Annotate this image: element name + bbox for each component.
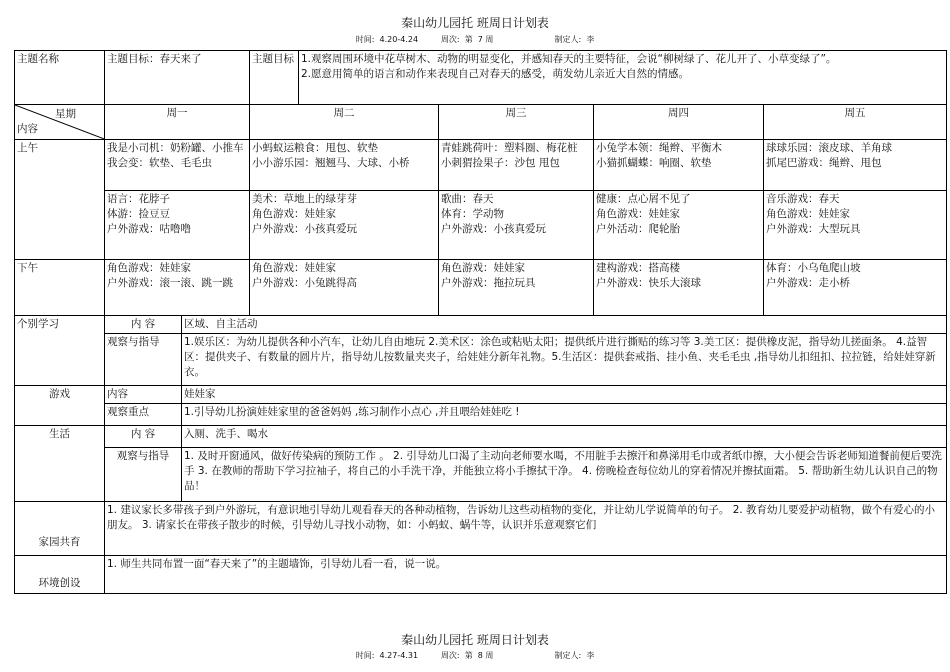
- life-guide: 1. 及时开窗通风，做好传染病的预防工作 。 2. 引导幼儿口渴了主动向老师要水喝，不用脏手去擦汗和鼻涕用毛巾或者纸巾擦，大小便会告诉老师知道餐前便后要洗手 3. 在教师的帮助下学习拉袖子，将自己的小手洗干净，并能独立将小手擦拭干净。 4. 傍晚检查每位幼儿的穿着情况并擦拭面霜。 5. 帮助新生幼儿认识自己的物品！: [182, 448, 947, 502]
- tue-am1: 小蚂蚁运粮食：甩包、软垫 小小游乐园：翘翘马、大球、小桥: [250, 140, 439, 191]
- home-text: 1. 建议家长多带孩子到户外游玩，有意识地引导幼儿观看春天的各种动植物，告诉幼儿这些动植物的变化，并让幼儿学说简单的句子。 2. 教育幼儿要爱护动植物，做个有爱心的小朋友。 3. 请家长在带孩子散步的时候，引导幼儿寻找小动物，如：小蚂蚁、蜗牛等，认识并乐意观察它们: [105, 502, 947, 556]
- life-content-label: 内 容: [105, 426, 182, 448]
- day-tue: 周二: [250, 105, 439, 140]
- theme-goal-2: 2.愿意用简单的语言和动作来表现自己对春天的感受，萌发幼儿亲近大自然的情感。: [301, 68, 690, 80]
- game-focus-label: 观察重点: [105, 404, 182, 426]
- tue-am2: 美术：草地上的绿芽芽 角色游戏：娃娃家 户外游戏：小孩真爱玩: [250, 191, 439, 260]
- individual-content-label: 内 容: [105, 316, 182, 334]
- wed-pm: 角色游戏：娃娃家 户外游戏：拖拉玩具: [439, 260, 594, 316]
- thu-am1: 小兔学本领：绳辫、平衡木 小猫抓蝴蝶：响圈、软垫: [594, 140, 764, 191]
- fri-am2: 音乐游戏：春天 角色游戏：娃娃家 户外游戏：大型玩具: [764, 191, 947, 260]
- individual-guide-label: 观察与指导: [105, 334, 182, 386]
- theme-goals: [299, 51, 947, 105]
- individual-content: 区域、自主活动: [182, 316, 947, 334]
- day-wed: 周三: [439, 105, 594, 140]
- tue-pm: 角色游戏：娃娃家 户外游戏：小兔跳得高: [250, 260, 439, 316]
- next-page-title: 秦山幼儿园托 班周日计划表: [401, 633, 549, 647]
- life-guide-label: 观察与指导: [105, 448, 182, 502]
- game-content-label: 内容: [105, 386, 182, 404]
- mon-am2: 语言：花脖子 体游：捡豆豆 户外游戏：咕噜噜: [105, 191, 250, 260]
- mon-am1: 我是小司机：奶粉罐、小推车 我会变：软垫、毛毛虫: [105, 140, 250, 191]
- thu-am2: 健康：点心屑不见了 角色游戏：娃娃家 户外活动：爬轮胎: [594, 191, 764, 260]
- corner-content: 内容: [17, 123, 38, 135]
- individual-guide: 1.娱乐区：为幼儿提供各种小汽车，让幼儿自由地玩 2.美术区：涂色或粘贴太阳；提供纸片进行撕贴的练习等 3.美工区：提供橡皮泥，指导幼儿搓面条。 4.益智区：提供夹子、有数量的圆片片，指导幼儿按数量夹夹子，给娃娃分新年礼物。5.生活区：提供套戒指、挂小鱼、夹毛毛虫 ,指导幼儿扣纽扣、拉拉链，给娃娃穿新衣。: [182, 334, 947, 386]
- page-title: 秦山幼儿园托 班周日计划表: [401, 16, 549, 30]
- game-label: 游戏: [15, 386, 105, 426]
- life-content: 入厕、洗手、喝水: [182, 426, 947, 448]
- weekly-plan-table: [14, 50, 947, 594]
- plan-meta: 时间: 4.20-4.24 周次: 第 7 周 制定人: 李: [355, 35, 595, 44]
- thu-pm: 建构游戏：搭高楼 户外游戏：快乐大滚球: [594, 260, 764, 316]
- corner-header: [15, 105, 105, 140]
- game-content: 娃娃家: [182, 386, 947, 404]
- theme-name: 主题目标：春天来了: [105, 51, 250, 105]
- mon-pm: 角色游戏：娃娃家 户外游戏：滚一滚、跳一跳: [105, 260, 250, 316]
- home-label: 家园共育: [15, 502, 105, 556]
- afternoon-label: 下午: [15, 260, 105, 316]
- env-label: 环境创设: [15, 556, 105, 594]
- day-thu: 周四: [594, 105, 764, 140]
- day-fri: 周五: [764, 105, 947, 140]
- fri-pm: 体育：小乌龟爬山坡 户外游戏：走小桥: [764, 260, 947, 316]
- next-plan-meta: 时间: 4.27-4.31 周次: 第 8 周 制定人: 李: [355, 651, 595, 660]
- fri-am1: 球球乐园：滚皮球、羊角球 抓尾巴游戏：绳辫、甩包: [764, 140, 947, 191]
- env-text: 1. 师生共同布置一面“春天来了”的主题墙饰，引导幼儿看一看，说一说。: [105, 556, 947, 594]
- wed-am1: 青蛙跳荷叶：塑料圈、梅花桩 小刺猬捡果子：沙包 甩包: [439, 140, 594, 191]
- theme-label: 主题名称: [15, 51, 105, 105]
- life-label: 生活: [15, 426, 105, 502]
- theme-goal-1: 1.观察周围环境中花草树木、动物的明显变化，并感知春天的主要特征，会说“柳树绿了、花儿开了、小草变绿了”。: [301, 53, 837, 65]
- wed-am2: 歌曲：春天 体育：学动物 户外游戏：小孩真爱玩: [439, 191, 594, 260]
- morning-label: 上午: [15, 140, 105, 260]
- theme-goal-label: 主题目标: [250, 51, 299, 105]
- game-focus: 1.引导幼儿扮演娃娃家里的爸爸妈妈 ,练习制作小点心 ,并且喂给娃娃吃 !: [182, 404, 947, 426]
- day-mon: 周一: [105, 105, 250, 140]
- individual-label: 个别学习: [15, 316, 105, 386]
- corner-weekday: 星期: [55, 108, 76, 120]
